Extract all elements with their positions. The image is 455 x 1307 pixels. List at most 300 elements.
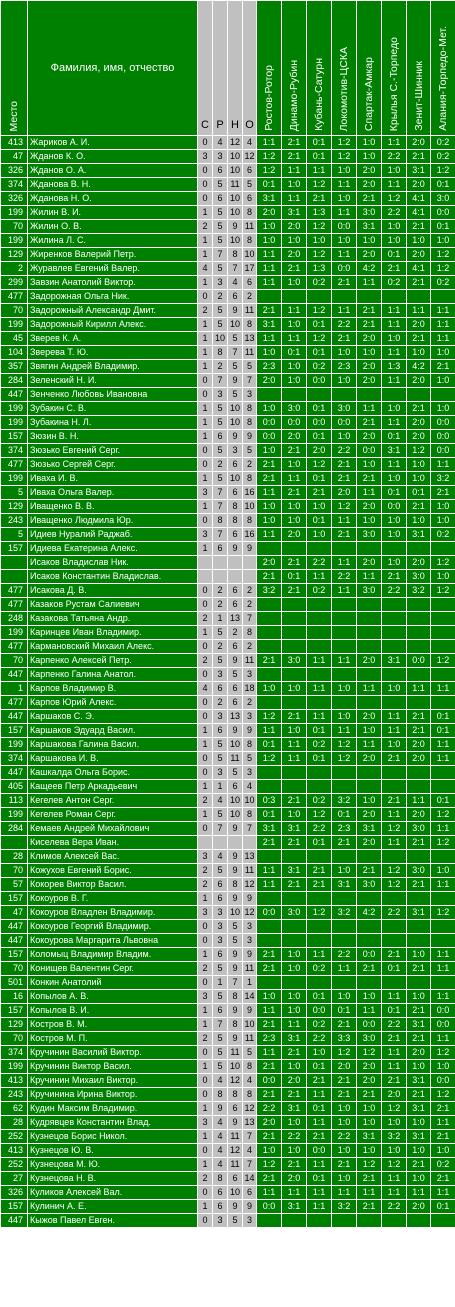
stat-cell: 1 (198, 892, 213, 906)
result-cell: 1:1 (431, 682, 455, 696)
result-cell: 2:1 (382, 752, 407, 766)
stat-cell: 14 (243, 990, 257, 1004)
stat-cell: 6 (213, 430, 228, 444)
result-cell: 1:1 (282, 1018, 307, 1032)
result-cell: 1:1 (382, 136, 407, 150)
result-cell: 0:0 (257, 1074, 282, 1088)
result-cell: 1:0 (332, 710, 357, 724)
table-row (1, 1046, 455, 1060)
result-cell (257, 668, 282, 682)
stat-cell: 10 (228, 150, 243, 164)
result-cell (257, 696, 282, 710)
result-cell: 1:0 (407, 1116, 431, 1130)
result-cell (257, 920, 282, 934)
place-cell: 62 (1, 1102, 28, 1116)
result-cell: 1:2 (332, 1046, 357, 1060)
result-cell: 0:3 (257, 794, 282, 808)
place-cell: 413 (1, 136, 28, 150)
result-cell: 1:0 (282, 318, 307, 332)
result-cell: 1:0 (257, 1144, 282, 1158)
result-cell (431, 668, 455, 682)
stat-cell: 9 (243, 948, 257, 962)
result-cell: 2:0 (357, 248, 382, 262)
stat-cell: 12 (243, 1102, 257, 1116)
name-cell: Зюзько Сергей Серг. (28, 458, 198, 472)
result-cell (357, 598, 382, 612)
result-cell: 1:0 (382, 528, 407, 542)
place-cell: 57 (1, 878, 28, 892)
stat-cell: 4 (213, 850, 228, 864)
result-cell: 1:0 (407, 1172, 431, 1186)
name-cell: Копылов А. В. (28, 990, 198, 1004)
result-cell: 1:2 (307, 178, 332, 192)
table-row (1, 1088, 455, 1102)
result-cell: 1:0 (382, 234, 407, 248)
name-cell: Зверев К. А. (28, 332, 198, 346)
result-cell: 1:1 (332, 962, 357, 976)
stat-cell: 10 (228, 1186, 243, 1200)
result-cell: 3:0 (407, 570, 431, 584)
stat-cell: 0 (198, 766, 213, 780)
stat-cell: 10 (228, 164, 243, 178)
result-cell: 2:1 (307, 1130, 332, 1144)
stat-cell: 0 (198, 136, 213, 150)
result-cell: 2:1 (332, 276, 357, 290)
result-cell (282, 696, 307, 710)
result-cell: 1:0 (357, 346, 382, 360)
stat-cell: 7 (243, 612, 257, 626)
name-cell: Кегелев Антон Серг. (28, 794, 198, 808)
result-cell: 1:2 (257, 752, 282, 766)
stat-cell: 12 (243, 150, 257, 164)
result-cell: 1:0 (282, 990, 307, 1004)
result-cell: 2:1 (431, 1130, 455, 1144)
stat-cell: 3 (228, 444, 243, 458)
result-cell: 1:1 (282, 164, 307, 178)
result-cell: 1:1 (307, 164, 332, 178)
name-cell: Исаков Константин Владислав. (28, 570, 198, 584)
result-cell: 1:0 (257, 220, 282, 234)
result-cell: 0:2 (431, 136, 455, 150)
result-cell: 0:1 (332, 808, 357, 822)
stat-cell: 6 (228, 486, 243, 500)
result-cell (407, 892, 431, 906)
stat-cell: 2 (228, 626, 243, 640)
result-cell: 4:1 (407, 262, 431, 276)
table-row (1, 878, 455, 892)
stat-cell: 8 (243, 472, 257, 486)
stat-cell: 7 (228, 976, 243, 990)
result-cell: 3:1 (357, 822, 382, 836)
result-cell: 3:1 (282, 1102, 307, 1116)
result-cell (257, 1214, 282, 1228)
result-cell: 1:0 (357, 1144, 382, 1158)
stat-cell (243, 570, 257, 584)
stat-cell: 6 (213, 1004, 228, 1018)
result-cell: 1:1 (332, 178, 357, 192)
result-cell: 1:1 (282, 738, 307, 752)
result-cell: 1:1 (407, 1186, 431, 1200)
table-row (1, 290, 455, 304)
stat-cell: 13 (243, 1116, 257, 1130)
table-row (1, 1172, 455, 1186)
stat-cell: 9 (243, 892, 257, 906)
name-cell: Жилина Л. С. (28, 234, 198, 248)
result-cell (332, 626, 357, 640)
result-cell: 1:2 (431, 1046, 455, 1060)
result-cell: 1:1 (431, 332, 455, 346)
result-cell: 1:1 (431, 1116, 455, 1130)
stat-cell: 6 (228, 1102, 243, 1116)
result-cell (431, 780, 455, 794)
stat-cell: 5 (213, 318, 228, 332)
result-cell: 2:1 (431, 1102, 455, 1116)
result-cell: 1:0 (307, 1046, 332, 1060)
stat-cell: 8 (243, 318, 257, 332)
stat-cell: 0 (198, 1088, 213, 1102)
result-cell: 1:0 (332, 1172, 357, 1186)
result-cell: 2:0 (407, 374, 431, 388)
stat-cell: 7 (213, 248, 228, 262)
result-cell: 1:0 (407, 948, 431, 962)
result-cell: 1:0 (332, 1102, 357, 1116)
result-cell: 2:0 (407, 178, 431, 192)
stat-cell: 6 (243, 276, 257, 290)
result-cell: 2:0 (257, 206, 282, 220)
table-row (1, 1144, 455, 1158)
stat-cell: 7 (243, 1130, 257, 1144)
result-cell: 2:0 (357, 654, 382, 668)
stat-cell: 5 (243, 444, 257, 458)
result-cell: 1:1 (307, 948, 332, 962)
result-cell (357, 542, 382, 556)
result-cell: 2:1 (382, 1032, 407, 1046)
result-cell: 2:0 (407, 318, 431, 332)
place-cell: 447 (1, 766, 28, 780)
stat-cell: 2 (243, 458, 257, 472)
result-cell: 1:0 (357, 1102, 382, 1116)
place-cell: 284 (1, 374, 28, 388)
result-cell: 1:0 (407, 1060, 431, 1074)
result-cell: 2:1 (407, 220, 431, 234)
result-cell (407, 542, 431, 556)
stat-cell: 3 (213, 276, 228, 290)
result-cell: 1:0 (282, 234, 307, 248)
result-cell (407, 668, 431, 682)
name-cell: Звягин Андрей Владимир. (28, 360, 198, 374)
result-cell: 1:0 (431, 864, 455, 878)
stat-cell: 9 (228, 1200, 243, 1214)
result-cell (357, 640, 382, 654)
stat-cell: 3 (243, 1214, 257, 1228)
result-cell: 3:1 (357, 220, 382, 234)
stat-cell: 1 (198, 1200, 213, 1214)
stat-cell: 5 (213, 206, 228, 220)
result-cell (431, 598, 455, 612)
result-cell: 1:1 (357, 682, 382, 696)
stat-cell: 9 (228, 822, 243, 836)
result-cell: 2:1 (407, 1158, 431, 1172)
result-cell: 1:0 (257, 682, 282, 696)
stat-cell: 9 (243, 430, 257, 444)
stat-cell: 4 (213, 1074, 228, 1088)
stat-cell: 6 (228, 528, 243, 542)
result-cell: 1:0 (332, 346, 357, 360)
result-cell: 1:0 (407, 234, 431, 248)
result-cell: 0:0 (257, 416, 282, 430)
stat-cell: 8 (243, 738, 257, 752)
result-cell: 2:3 (332, 360, 357, 374)
stat-cell: 5 (213, 402, 228, 416)
stat-cell: 5 (213, 220, 228, 234)
result-cell: 2:2 (382, 206, 407, 220)
name-cell: Конищев Валентин Серг. (28, 962, 198, 976)
result-cell: 1:1 (431, 738, 455, 752)
stat-cell: 1 (213, 976, 228, 990)
result-cell (407, 640, 431, 654)
result-cell (407, 766, 431, 780)
stat-cell: 5 (228, 934, 243, 948)
name-cell: Иваха И. В. (28, 472, 198, 486)
header-stat: Н (228, 1, 243, 136)
result-cell: 0:1 (431, 710, 455, 724)
table-row (1, 416, 455, 430)
result-cell: 1:1 (282, 472, 307, 486)
stat-cell: 9 (228, 864, 243, 878)
stat-cell: 6 (213, 1200, 228, 1214)
stat-cell: 2 (213, 598, 228, 612)
stat-cell: 6 (228, 780, 243, 794)
result-cell: 0:1 (307, 150, 332, 164)
result-cell: 2:3 (332, 822, 357, 836)
result-cell: 1:0 (382, 472, 407, 486)
stat-cell: 0 (198, 178, 213, 192)
place-cell: 299 (1, 276, 28, 290)
name-cell: Казаков Рустам Салиевич (28, 598, 198, 612)
result-cell: 2:2 (382, 1200, 407, 1214)
stat-cell: 9 (228, 430, 243, 444)
result-cell: 1:0 (257, 444, 282, 458)
result-cell: 1:0 (257, 234, 282, 248)
stat-cell: 10 (228, 318, 243, 332)
result-cell (431, 920, 455, 934)
name-cell: Жариков А. И. (28, 136, 198, 150)
result-cell: 3:1 (407, 528, 431, 542)
table-row (1, 780, 455, 794)
stat-cell: 6 (228, 1172, 243, 1186)
stat-cell: 9 (228, 1004, 243, 1018)
result-cell: 0:2 (307, 584, 332, 598)
result-cell: 1:0 (282, 1004, 307, 1018)
stat-cell: 2 (243, 598, 257, 612)
result-cell: 1:2 (382, 864, 407, 878)
stat-cell: 5 (243, 178, 257, 192)
result-cell: 2:1 (407, 836, 431, 850)
result-cell: 1:1 (332, 304, 357, 318)
name-cell: Идиева Екатерина Алекс. (28, 542, 198, 556)
stat-cell: 9 (243, 542, 257, 556)
stat-cell: 9 (228, 850, 243, 864)
stat-cell: 7 (228, 262, 243, 276)
result-cell: 2:2 (382, 1018, 407, 1032)
result-cell: 0:0 (357, 948, 382, 962)
stat-cell: 3 (198, 1116, 213, 1130)
result-cell: 1:0 (382, 332, 407, 346)
stat-cell: 10 (228, 402, 243, 416)
stat-cell: 2 (213, 458, 228, 472)
stat-cell: 1 (198, 416, 213, 430)
result-cell (357, 290, 382, 304)
result-cell: 1:3 (382, 360, 407, 374)
result-cell: 0:1 (382, 248, 407, 262)
result-cell: 0:2 (431, 1158, 455, 1172)
stat-cell: 16 (243, 528, 257, 542)
result-cell: 1:2 (332, 738, 357, 752)
stat-cell: 4 (243, 780, 257, 794)
result-cell: 2:3 (257, 360, 282, 374)
result-cell: 1:0 (282, 1116, 307, 1130)
place-cell: 199 (1, 738, 28, 752)
name-cell: Журавлев Евгений Валер. (28, 262, 198, 276)
result-cell: 2:0 (357, 360, 382, 374)
table-row (1, 612, 455, 626)
result-cell: 2:1 (357, 864, 382, 878)
result-cell (307, 388, 332, 402)
place-cell: 129 (1, 500, 28, 514)
stat-cell: 8 (243, 808, 257, 822)
stat-cell: 8 (228, 878, 243, 892)
table-row (1, 836, 455, 850)
result-cell: 0:1 (382, 430, 407, 444)
result-cell: 1:0 (332, 164, 357, 178)
result-cell: 2:2 (332, 1130, 357, 1144)
result-cell: 1:0 (332, 192, 357, 206)
stat-cell: 9 (243, 1004, 257, 1018)
result-cell: 1:0 (332, 864, 357, 878)
stat-cell: 3 (213, 668, 228, 682)
result-cell: 0:1 (431, 1200, 455, 1214)
result-cell: 1:1 (407, 304, 431, 318)
result-cell: 1:0 (431, 500, 455, 514)
result-cell: 1:0 (332, 990, 357, 1004)
stat-cell: 6 (228, 458, 243, 472)
table-row (1, 430, 455, 444)
stat-cell: 5 (228, 1214, 243, 1228)
stat-cell (228, 836, 243, 850)
table-row (1, 906, 455, 920)
result-cell: 1:1 (282, 192, 307, 206)
table-row (1, 514, 455, 528)
result-cell: 1:0 (282, 178, 307, 192)
stat-cell: 11 (243, 346, 257, 360)
result-cell: 0:1 (431, 178, 455, 192)
stat-cell: 1 (198, 248, 213, 262)
result-cell: 1:1 (431, 962, 455, 976)
table-row (1, 178, 455, 192)
result-cell: 2:2 (332, 444, 357, 458)
result-cell: 2:1 (407, 276, 431, 290)
result-cell: 3:1 (282, 864, 307, 878)
stat-cell: 10 (228, 192, 243, 206)
result-cell: 0:1 (431, 220, 455, 234)
result-cell (357, 668, 382, 682)
result-cell: 1:0 (282, 724, 307, 738)
result-cell: 1:1 (382, 836, 407, 850)
result-cell (407, 290, 431, 304)
result-cell: 2:0 (407, 136, 431, 150)
result-cell: 1:0 (431, 402, 455, 416)
stat-cell: 8 (243, 626, 257, 640)
result-cell: 1:1 (431, 990, 455, 1004)
result-cell: 1:1 (282, 332, 307, 346)
result-cell: 0:1 (257, 178, 282, 192)
result-cell (382, 892, 407, 906)
table-row (1, 150, 455, 164)
result-cell: 1:1 (257, 136, 282, 150)
result-cell: 1:0 (382, 738, 407, 752)
result-cell: 0:1 (307, 514, 332, 528)
result-cell (257, 976, 282, 990)
result-cell: 1:0 (332, 430, 357, 444)
result-cell: 1:1 (307, 654, 332, 668)
result-cell: 1:1 (307, 1186, 332, 1200)
stat-cell: 6 (213, 542, 228, 556)
result-cell: 1:2 (431, 906, 455, 920)
result-cell: 0:1 (307, 752, 332, 766)
result-cell: 2:1 (332, 836, 357, 850)
stat-cell (198, 570, 213, 584)
result-cell: 2:0 (357, 1060, 382, 1074)
result-cell: 1:0 (431, 346, 455, 360)
table-row (1, 136, 455, 150)
result-cell (382, 542, 407, 556)
result-cell: 1:0 (282, 948, 307, 962)
stat-cell: 6 (243, 164, 257, 178)
result-cell: 1:0 (332, 234, 357, 248)
place-cell: 199 (1, 416, 28, 430)
result-cell: 0:0 (431, 444, 455, 458)
stat-cell: 1 (243, 976, 257, 990)
stat-cell: 3 (198, 486, 213, 500)
result-cell: 0:1 (307, 836, 332, 850)
table-row (1, 402, 455, 416)
result-cell: 2:1 (431, 360, 455, 374)
result-cell: 1:0 (382, 556, 407, 570)
place-cell: 447 (1, 710, 28, 724)
result-cell (431, 542, 455, 556)
place-cell: 157 (1, 542, 28, 556)
stat-cell: 6 (228, 598, 243, 612)
result-cell: 1:0 (282, 682, 307, 696)
stat-cell: 1 (198, 626, 213, 640)
result-cell (357, 920, 382, 934)
result-cell (407, 612, 431, 626)
stat-cell: 1 (198, 1130, 213, 1144)
stat-cell: 4 (243, 1144, 257, 1158)
name-cell: Каршаков С. Э. (28, 710, 198, 724)
result-cell: 2:2 (257, 1102, 282, 1116)
result-cell: 1:0 (332, 1144, 357, 1158)
place-cell: 447 (1, 920, 28, 934)
place-cell: 477 (1, 696, 28, 710)
stat-cell: 7 (213, 1018, 228, 1032)
result-cell (431, 934, 455, 948)
stat-cell: 1 (198, 1004, 213, 1018)
table-row (1, 1102, 455, 1116)
result-cell: 2:1 (257, 570, 282, 584)
stat-cell: 4 (243, 1074, 257, 1088)
name-cell: Коломыц Владимир Владим. (28, 948, 198, 962)
